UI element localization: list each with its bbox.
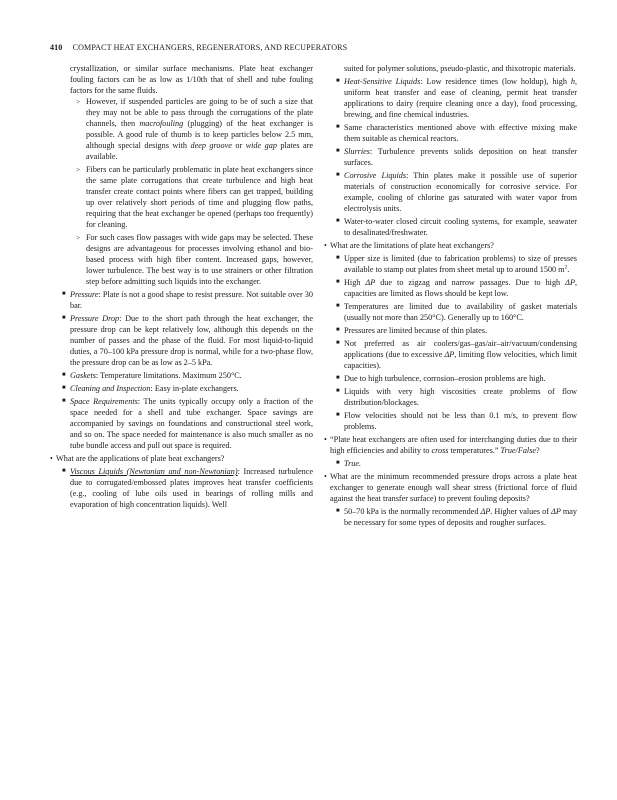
page-number: 410	[50, 43, 63, 52]
square-bullet-icon: ■	[62, 468, 66, 474]
square-bullet-icon: ■	[336, 78, 340, 84]
bullet-gaskets: ■ Gaskets: Temperature limitations. Maximum 250°C.	[62, 371, 242, 380]
bullet-cleaning: ■ Cleaning and Inspection: Easy in-plate exchangers.	[62, 384, 239, 393]
round-bullet-icon: •	[324, 472, 327, 481]
square-bullet-icon: ■	[336, 218, 340, 224]
arrow-bullet-icon: >	[76, 233, 81, 242]
square-bullet-icon: ■	[336, 460, 340, 466]
bullet-viscous-liquids: ■ Viscous Liquids (Newtonian and non-Newtonian): Increased turbulence due to corrugated/embossed plates improves heat transfer coefficients (e.g., cooling of lube oils used in bearings of rolling mills and evaporation of high concentration liquids). Well	[62, 467, 313, 509]
square-bullet-icon: ■	[62, 315, 66, 321]
round-bullet-icon: •	[324, 435, 327, 444]
bullet-corrosion-erosion: ■ Due to high turbulence, corrosion–erosion problems are high.	[336, 374, 546, 383]
answer-true: ■ True.	[336, 459, 362, 468]
bullet-water-to-water: ■ Water-to-water closed circuit cooling systems, for example, seawater to desalinated/freshwater.	[336, 217, 577, 237]
question-min-pressure-drop: • What are the minimum recommended pressure drops across a plate heat exchanger to generate enough wall shear stress (frictional force of fluid against the heat transfer surface) to prevent fouling deposits?	[324, 472, 577, 503]
sub-bullet-particles: > However, if suspended particles are going to be of such a size that they may not be able to pass through the corrugations of the plate channels, then macrofouling (plugging) of the heat exchanger is possible. A good rule of thumb is to keep particles below 2.5 mm, although special designs with deep groove or wide gap plates are available.	[76, 97, 314, 161]
question-applications: • What are the applications of plate heat exchangers?	[50, 454, 225, 463]
bullet-pressure: ■ Pressure: Plate is not a good shape to resist pressure. Not suitable over 30 bar.	[62, 290, 313, 310]
square-bullet-icon: ■	[62, 372, 66, 378]
square-bullet-icon: ■	[336, 148, 340, 154]
arrow-bullet-icon: >	[76, 165, 81, 174]
right-column	[324, 63, 578, 528]
bullet-viscosity: ■ Liquids with very high viscosities create problems of flow distribution/blockages.	[336, 387, 577, 407]
answer-min-pressure-drop: ■ 50–70 kPa is the normally recommended ΔP. Higher values of ΔP may be necessary for some types of deposits and rougher surfaces.	[336, 507, 577, 527]
square-bullet-icon: ■	[336, 327, 340, 333]
question-limitations: • What are the limitations of plate heat exchangers?	[324, 241, 494, 250]
sub-bullet-wide-gaps: > For such cases flow passages with wide gaps may be selected. These designs are advantageous for processes involving ethanol and bio-based process with high fiber content. Increased gaps, however, lower turbulence. The best way is to use strainers or other filtration step before admitting such liquids into the exchanger.	[76, 233, 313, 286]
square-bullet-icon: ■	[336, 508, 340, 514]
bullet-flow-velocity: ■ Flow velocities should not be less than 0.1 m/s, to prevent flow problems.	[336, 411, 577, 431]
bullet-not-preferred: ■ Not preferred as air coolers/gas–gas/air–air/vacuum/condensing applications (due to excessive ΔP, limiting flow velocities, which limit capacities).	[336, 339, 577, 370]
square-bullet-icon: ■	[336, 340, 340, 346]
bullet-heat-sensitive: ■ Heat-Sensitive Liquids: Low residence times (low holdup), high h, uniform heat transfer and ease of cleaning, permit heat transfer applications to dairy (require cleaning once a day), food processing, brewing, and fine chemical industries.	[336, 77, 578, 119]
bullet-high-dp: ■ High ΔP due to zigzag and narrow passages. Due to high ΔP, capacities are limited as flows should be kept low.	[336, 278, 577, 298]
round-bullet-icon: •	[50, 454, 53, 463]
square-bullet-icon: ■	[336, 412, 340, 418]
running-header	[50, 43, 347, 52]
bullet-space: ■ Space Requirements: The units typically occupy only a fraction of the space needed for a shell and tube exchanger. Space savings are accompanied by savings on foundations and constructional steel work, and so on. The space needed for maintenance is also much smaller as no tube bundle access and pull out space is required.	[62, 397, 314, 450]
square-bullet-icon: ■	[336, 303, 340, 309]
bullet-corrosive: ■ Corrosive Liquids: Thin plates make it possible use of superior materials of construction economically for corrosive service. For example, cooling of chlorine gas saturated with water vapor from electrolysis units.	[336, 171, 577, 213]
sub-bullet-fibers: > Fibers can be particularly problematic in plate heat exchangers since the same plate corrugations that create turbulence and high heat transfer create contact points where fibers can get trapped, building up over relatively short periods of time and plugging flow paths, requiring that the heat exchanger be opened (perhaps too frequently) for cleaning.	[76, 165, 313, 229]
round-bullet-icon: •	[324, 241, 327, 250]
bullet-chemical-reactors: ■ Same characteristics mentioned above with effective mixing make them suitable as chemical reactors.	[336, 123, 577, 143]
square-bullet-icon: ■	[336, 375, 340, 381]
bullet-pressures: ■ Pressures are limited because of thin plates.	[336, 326, 488, 335]
bullet-slurries: ■ Slurries: Turbulence prevents solids deposition on heat transfer surfaces.	[336, 147, 577, 167]
square-bullet-icon: ■	[336, 124, 340, 130]
square-bullet-icon: ■	[336, 279, 340, 285]
paragraph-intro: crystallization, or similar surface mechanisms. Plate heat exchanger fouling factors can be as low as 1/10th that of shell and tube fouling factors for the same fluids.	[70, 64, 313, 95]
arrow-bullet-icon: >	[76, 97, 81, 106]
square-bullet-icon: ■	[336, 255, 340, 261]
square-bullet-icon: ■	[62, 291, 66, 297]
bullet-pressure-drop: ■ Pressure Drop: Due to the short path through the heat exchanger, the pressure drop can be kept relatively low, although this depends on the number of passes and the phase of the fluid. For most liquid-to-liquid duties, a 70–100 kPa pressure drop is normal, while for a two-phase flow, the pressure drop can be as low as 2–5 kPa.	[62, 314, 314, 367]
paragraph-continued: suited for polymer solutions, pseudo-plastic, and thixotropic materials.	[344, 64, 576, 73]
square-bullet-icon: ■	[336, 388, 340, 394]
square-bullet-icon: ■	[62, 398, 66, 404]
square-bullet-icon: ■	[336, 172, 340, 178]
question-true-false: • “Plate heat exchangers are often used for interchanging duties due to their high efficiencies and ability to cross temperatures.” True/False?	[324, 435, 577, 455]
square-bullet-icon: ■	[62, 385, 66, 391]
bullet-upper-size: ■ Upper size is limited (due to fabrication problems) to size of presses available to stamp out plates from sheet metal up to around 1500 $m^2$.	[336, 254, 577, 274]
running-title: COMPACT HEAT EXCHANGERS, REGENERATORS, AND RECUPERATORS	[72, 43, 348, 52]
bullet-temperatures: ■ Temperatures are limited due to availability of gasket materials (usually not more than 250°C). Generally up to 160°C.	[336, 302, 577, 322]
left-column	[50, 63, 314, 510]
